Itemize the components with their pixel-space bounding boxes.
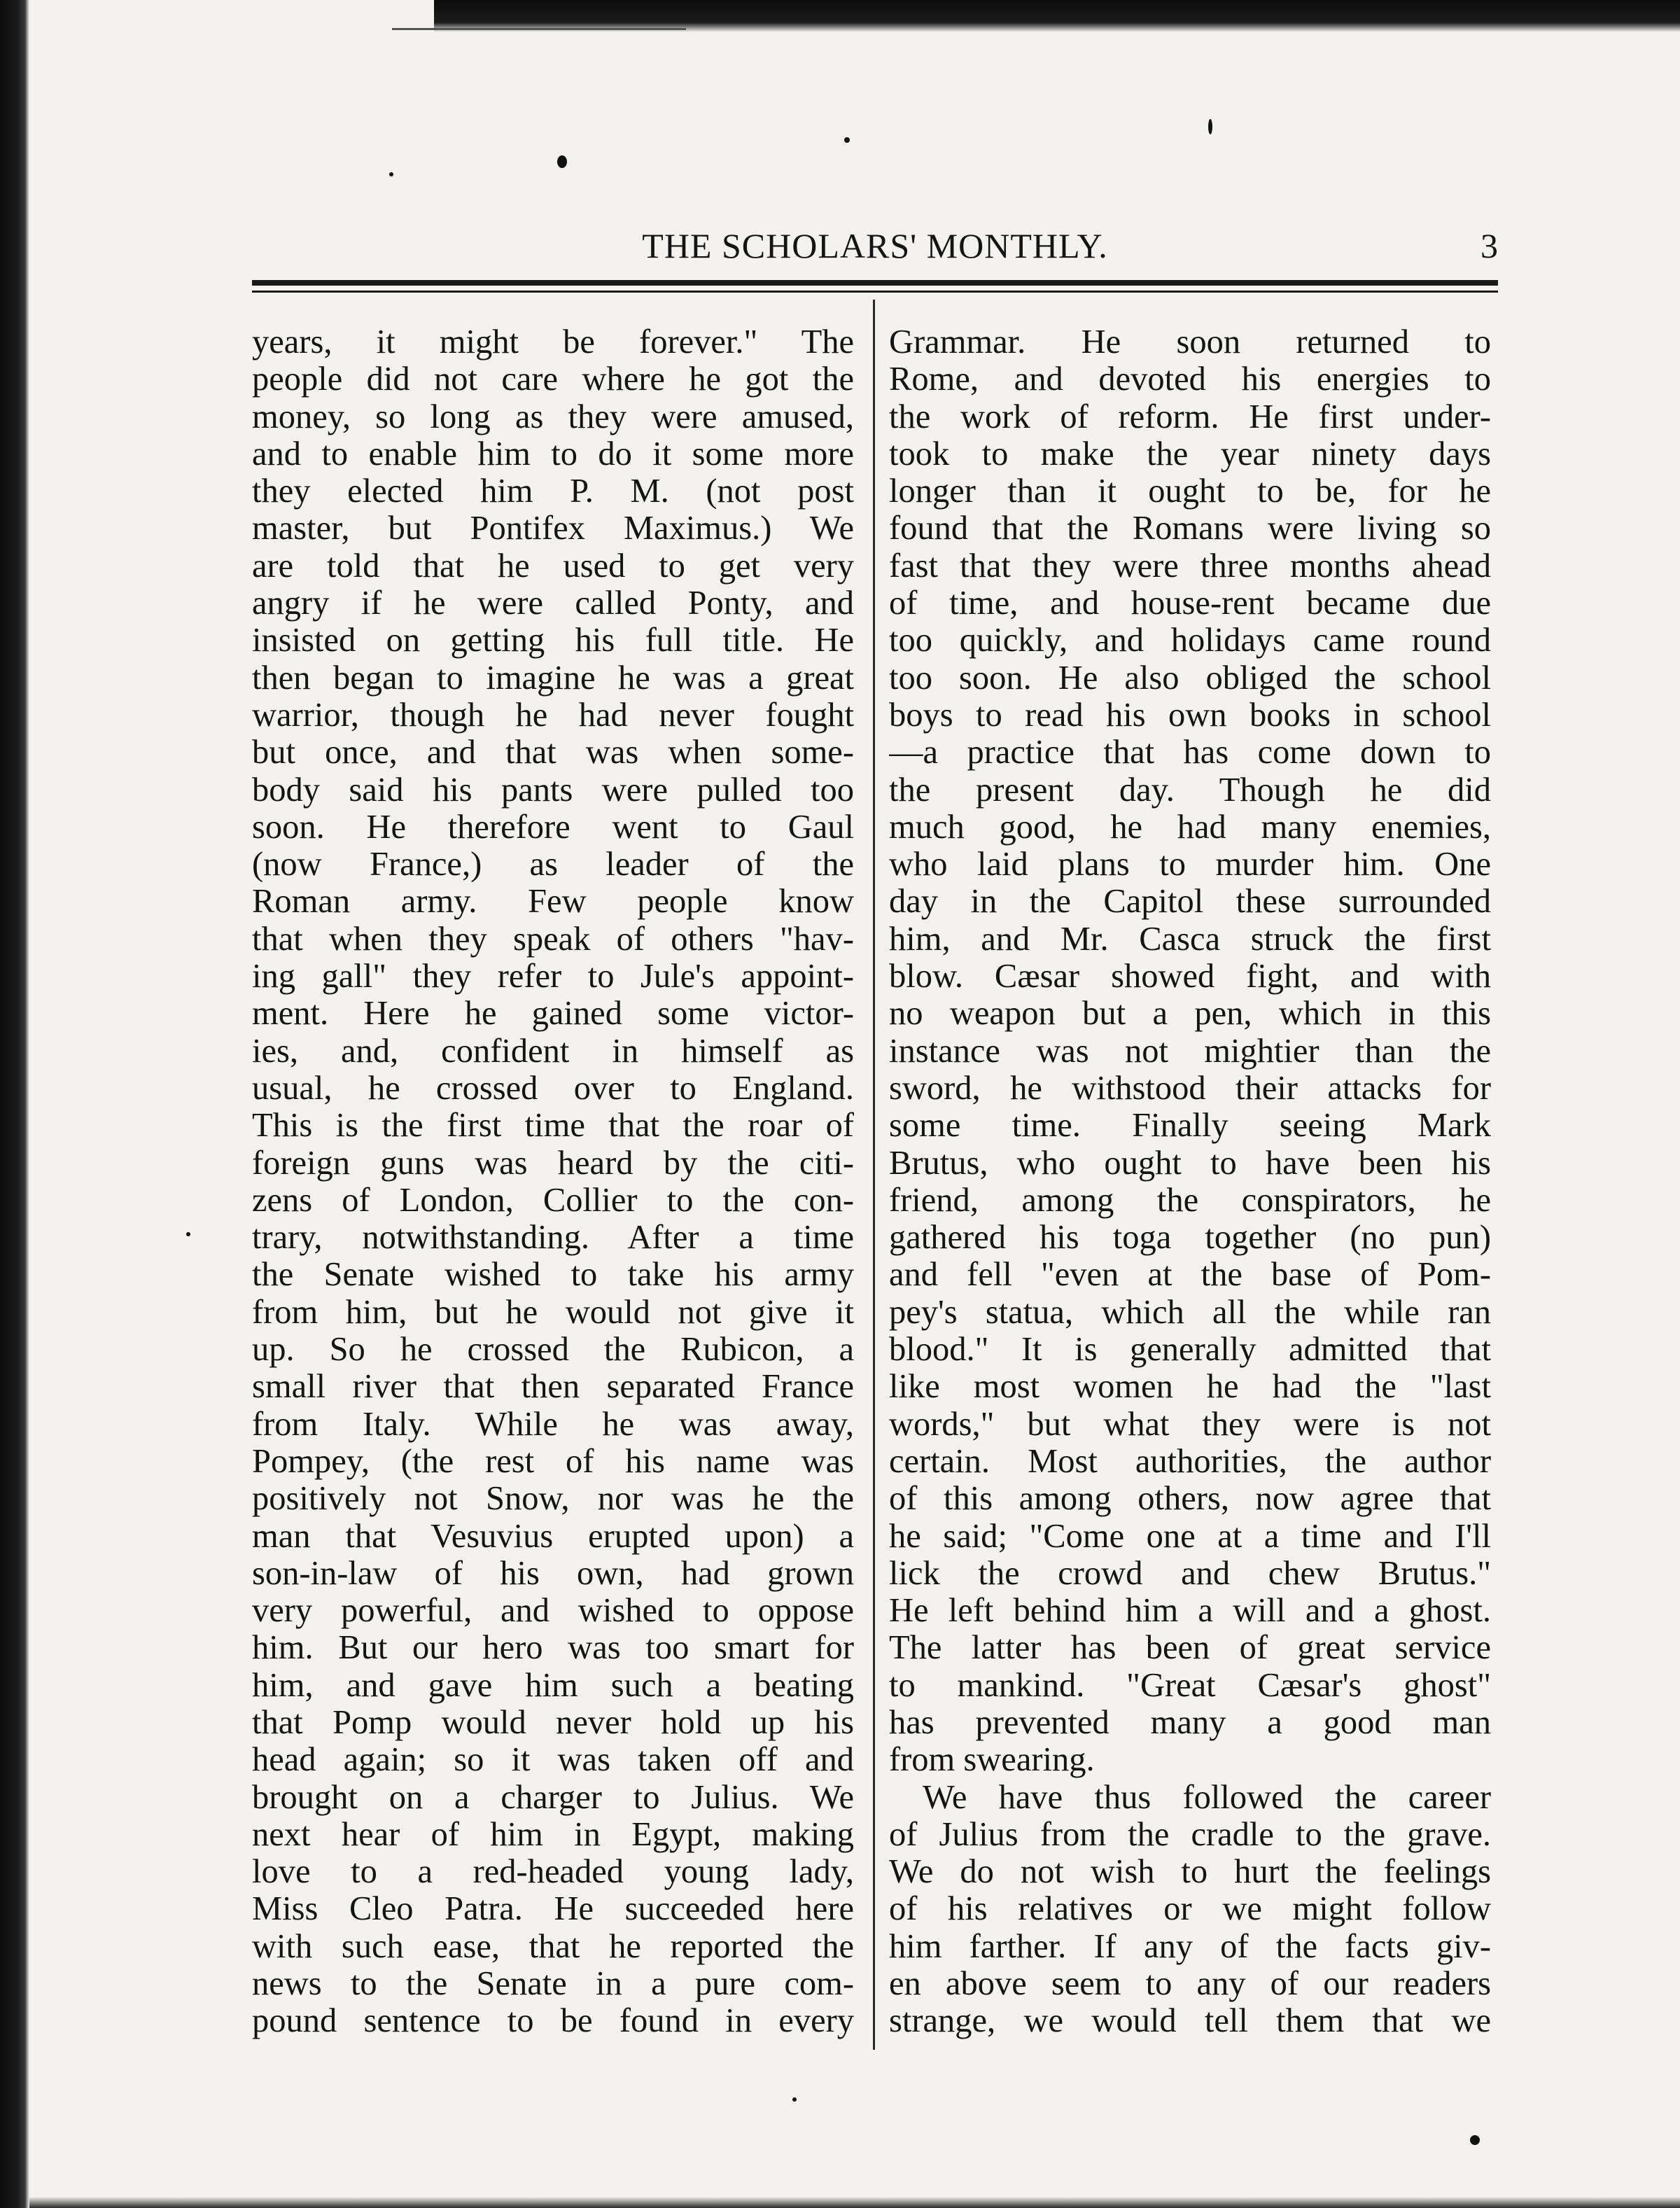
text-line: (now France,) as leader of the xyxy=(252,846,854,883)
text-line: him farther. If any of the facts giv- xyxy=(889,1927,1491,1965)
text-line: en above seem to any of our readers xyxy=(889,1965,1491,2003)
ink-speck xyxy=(792,2097,797,2102)
text-line: ing gall" they refer to Jule's appoint- xyxy=(252,958,854,995)
text-line: small river that then separated France xyxy=(252,1368,854,1406)
text-line: Pompey, (the rest of his name was xyxy=(252,1442,854,1480)
text-line: like most women he had the "last xyxy=(889,1368,1491,1406)
text-line: the present day. Though he did xyxy=(889,771,1491,809)
text-line: strange, we would tell them that we xyxy=(889,2002,1491,2040)
text-line: up. So he crossed the Rubicon, a xyxy=(252,1331,854,1369)
text-line: but once, and that was when some- xyxy=(252,734,854,771)
text-line: the Senate wished to take his army xyxy=(252,1256,854,1294)
text-line: insisted on getting his full title. He xyxy=(252,622,854,659)
text-line: to mankind. "Great Cæsar's ghost" xyxy=(889,1666,1491,1704)
text-line: Miss Cleo Patra. He succeeded here xyxy=(252,1890,854,1928)
column-left xyxy=(252,323,854,2040)
text-line: blood." It is generally admitted that xyxy=(889,1331,1491,1369)
text-line: Brutus, who ought to have been his xyxy=(889,1144,1491,1182)
text-line: usual, he crossed over to England. xyxy=(252,1069,854,1107)
text-line: We have thus followed the career xyxy=(923,1778,1491,1816)
text-line: very powerful, and wished to oppose xyxy=(252,1592,854,1630)
text-line: sword, he withstood their attacks for xyxy=(889,1069,1491,1107)
header-rule-thick xyxy=(252,280,1498,286)
text-line: —a practice that has come down to xyxy=(889,734,1491,771)
text-line: people did not care where he got the xyxy=(252,361,854,398)
text-line: warrior, though he had never fought xyxy=(252,696,854,734)
ink-speck xyxy=(557,155,567,168)
text-line: certain. Most authorities, the author xyxy=(889,1442,1491,1480)
text-line: brought on a charger to Julius. We xyxy=(252,1778,854,1816)
text-line: zens of London, Collier to the con- xyxy=(252,1181,854,1219)
text-line: soon. He therefore went to Gaul xyxy=(252,808,854,846)
text-line: who laid plans to murder him. One xyxy=(889,846,1491,883)
text-line: lick the crowd and chew Brutus." xyxy=(889,1554,1491,1592)
text-line: positively not Snow, nor was he the xyxy=(252,1480,854,1518)
column-divider xyxy=(873,300,875,2050)
text-line: pey's statua, which all the while ran xyxy=(889,1293,1491,1331)
text-line: too soon. He also obliged the school xyxy=(889,659,1491,697)
text-line: that Pomp would never hold up his xyxy=(252,1703,854,1741)
text-line: has prevented many a good man xyxy=(889,1703,1491,1741)
text-line: much good, he had many enemies, xyxy=(889,808,1491,846)
text-line: He left behind him a will and a ghost. xyxy=(889,1592,1491,1630)
text-line: blow. Cæsar showed fight, and with xyxy=(889,958,1491,995)
text-line: and fell "even at the base of Pom- xyxy=(889,1256,1491,1294)
text-line: took to make the year ninety days xyxy=(889,435,1491,473)
text-line: are told that he used to get very xyxy=(252,547,854,585)
header-rule-thin xyxy=(252,291,1498,293)
text-line: money, so long as they were amused, xyxy=(252,398,854,435)
text-line: news to the Senate in a pure com- xyxy=(252,1965,854,2003)
text-line: friend, among the conspirators, he xyxy=(889,1181,1491,1219)
text-line: instance was not mightier than the xyxy=(889,1032,1491,1070)
scan-hairline xyxy=(392,28,686,30)
text-line: him. But our hero was too smart for xyxy=(252,1629,854,1667)
text-line: then began to imagine he was a great xyxy=(252,659,854,697)
scan-edge-left xyxy=(0,0,29,2208)
page-header xyxy=(252,223,1498,272)
text-line: words," but what they were is not xyxy=(889,1405,1491,1443)
ink-speck xyxy=(1470,2135,1480,2145)
text-line: that when they speak of others "hav- xyxy=(252,920,854,958)
text-line: pound sentence to be found in every xyxy=(252,2002,854,2040)
text-line: found that the Romans were living so xyxy=(889,510,1491,547)
running-title: THE SCHOLARS' MONTHLY. xyxy=(642,226,1108,265)
ink-speck xyxy=(186,1232,190,1236)
text-line: boys to read his own books in school xyxy=(889,696,1491,734)
text-line: angry if he were called Ponty, and xyxy=(252,585,854,622)
text-line: The latter has been of great service xyxy=(889,1629,1491,1667)
text-line: him, and Mr. Casca struck the first xyxy=(889,920,1491,958)
text-line: from him, but he would not give it xyxy=(252,1293,854,1331)
text-line: him, and gave him such a beating xyxy=(252,1666,854,1704)
text-line: the work of reform. He first under- xyxy=(889,398,1491,435)
text-line: son-in-law of his own, had grown xyxy=(252,1554,854,1592)
text-line: master, but Pontifex Maximus.) We xyxy=(252,510,854,547)
ink-speck xyxy=(1208,119,1212,134)
text-line: they elected him P. M. (not post xyxy=(252,473,854,510)
text-line: body said his pants were pulled too xyxy=(252,771,854,809)
text-line: of this among others, now agree that xyxy=(889,1480,1491,1518)
text-line: and to enable him to do it some more xyxy=(252,435,854,473)
ink-speck xyxy=(389,172,393,176)
text-line: of time, and house-rent became due xyxy=(889,585,1491,622)
text-line: ies, and, confident in himself as xyxy=(252,1032,854,1070)
text-line: Grammar. He soon returned to xyxy=(889,323,1491,361)
text-line: of Julius from the cradle to the grave. xyxy=(889,1815,1491,1853)
text-line: of his relatives or we might follow xyxy=(889,1890,1491,1928)
scan-edge-bottom xyxy=(29,2197,1680,2208)
ink-speck xyxy=(844,137,850,143)
text-line: from Italy. While he was away, xyxy=(252,1405,854,1443)
text-line: day in the Capitol these surrounded xyxy=(889,883,1491,921)
text-line: with such ease, that he reported the xyxy=(252,1927,854,1965)
column-right xyxy=(889,323,1491,2040)
text-line: fast that they were three months ahead xyxy=(889,547,1491,585)
text-line: This is the first time that the roar of xyxy=(252,1107,854,1145)
page-number: 3 xyxy=(1480,226,1498,265)
text-line: foreign guns was heard by the citi- xyxy=(252,1144,854,1182)
text-line: too quickly, and holidays came round xyxy=(889,622,1491,659)
text-line: from swearing. xyxy=(889,1741,1095,1779)
text-line: love to a red-headed young lady, xyxy=(252,1853,854,1891)
text-line: gathered his toga together (no pun) xyxy=(889,1219,1491,1257)
text-line: years, it might be forever." The xyxy=(252,323,854,361)
text-line: no weapon but a pen, which in this xyxy=(889,995,1491,1033)
text-line: ment. Here he gained some victor- xyxy=(252,995,854,1033)
text-line: head again; so it was taken off and xyxy=(252,1741,854,1779)
text-line: We do not wish to hurt the feelings xyxy=(889,1853,1491,1891)
text-line: Roman army. Few people know xyxy=(252,883,854,921)
text-line: he said; "Come one at a time and I'll xyxy=(889,1517,1491,1555)
text-line: some time. Finally seeing Mark xyxy=(889,1107,1491,1145)
text-line: trary, notwithstanding. After a time xyxy=(252,1219,854,1257)
text-line: man that Vesuvius erupted upon) a xyxy=(252,1517,854,1555)
text-line: Rome, and devoted his energies to xyxy=(889,361,1491,398)
text-line: longer than it ought to be, for he xyxy=(889,473,1491,510)
text-line: next hear of him in Egypt, making xyxy=(252,1815,854,1853)
